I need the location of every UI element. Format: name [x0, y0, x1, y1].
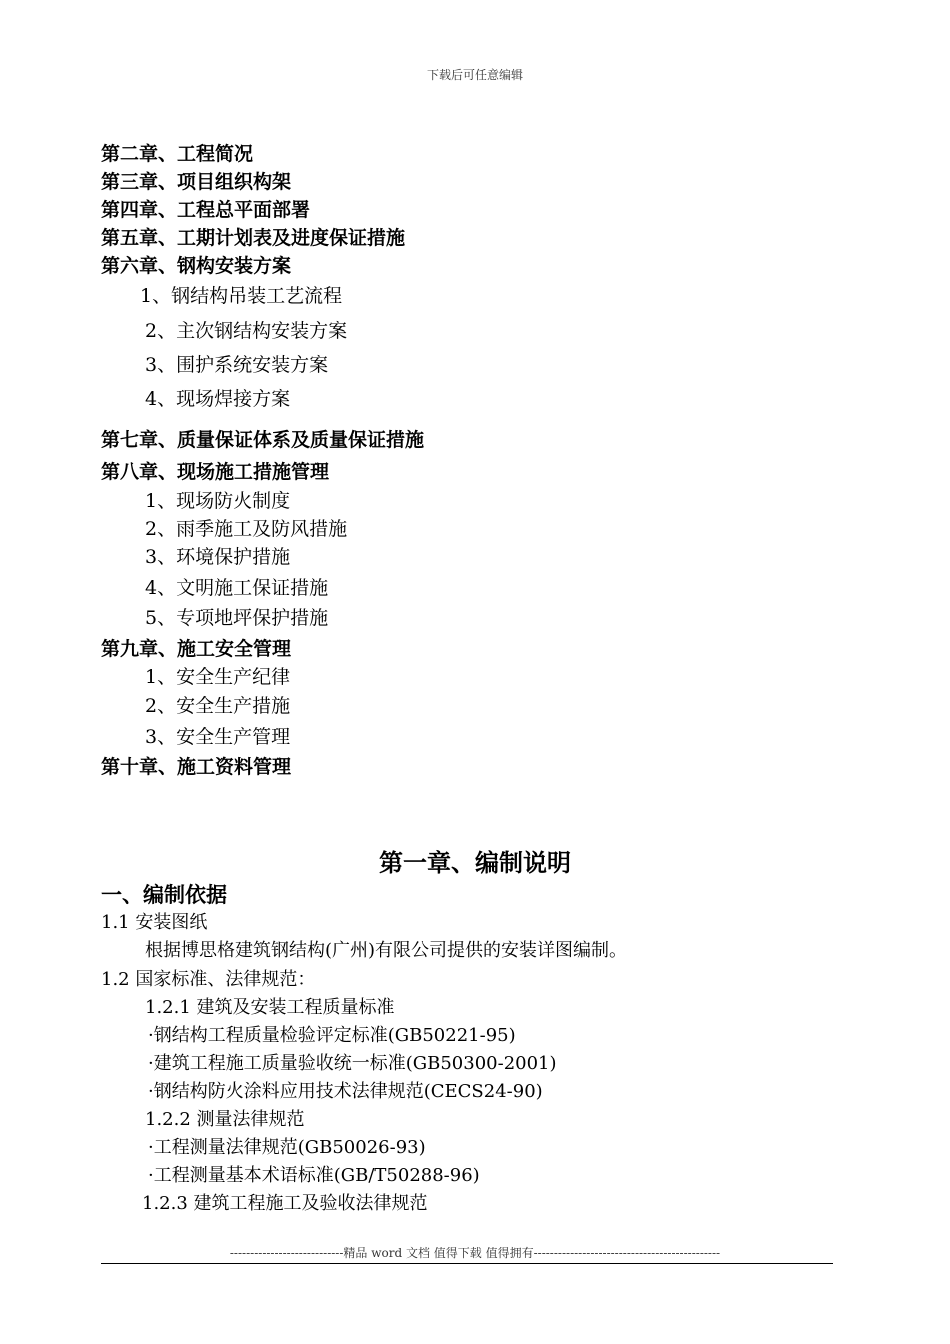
toc-chapter-10: 第十章、施工资料管理: [101, 756, 292, 778]
toc-ch9-item: 1、安全生产纪律: [145, 666, 291, 688]
subsection-heading: 1.2 国家标准、法律规范：: [101, 969, 316, 990]
toc-chapter-3: 第三章、项目组织构架: [101, 171, 292, 193]
page-footer: ----------------------------精品 word 文档 值得下载 值得拥有----------------------------------------------: [229, 1246, 721, 1260]
footer-rule: [101, 1263, 833, 1264]
toc-ch9-item: 3、安全生产管理: [145, 726, 291, 748]
toc-ch9-item: 2、安全生产措施: [145, 695, 291, 717]
standard-list-item: ·工程测量法律规范(GB50026-93): [148, 1137, 426, 1158]
toc-chapter-6: 第六章、钢构安装方案: [101, 255, 292, 277]
page-header: 下载后可任意编辑: [426, 68, 523, 82]
toc-chapter-4: 第四章、工程总平面部署: [101, 199, 311, 221]
toc-ch8-item: 2、雨季施工及防风措施: [145, 518, 348, 540]
toc-chapter-9: 第九章、施工安全管理: [101, 638, 292, 660]
toc-ch8-item: 4、文明施工保证措施: [145, 577, 329, 599]
standard-list-item: ·工程测量基本术语标准(GB/T50288-96): [148, 1165, 480, 1186]
toc-ch8-item: 5、专项地坪保护措施: [145, 607, 329, 629]
toc-ch8-item: 3、环境保护措施: [145, 546, 291, 568]
toc-ch8-item: 1、现场防火制度: [145, 490, 291, 512]
toc-ch6-item: 2、主次钢结构安装方案: [145, 320, 348, 342]
toc-ch6-item: 3、围护系统安装方案: [145, 354, 329, 376]
chapter-title: 第一章、编制说明: [379, 849, 571, 877]
section-heading: 一、编制依据: [101, 883, 227, 907]
toc-chapter-8: 第八章、现场施工措施管理: [101, 461, 330, 483]
toc-ch6-item: 1、钢结构吊装工艺流程: [140, 285, 343, 307]
subsubsection-heading: 1.2.1 建筑及安装工程质量标准: [145, 997, 395, 1018]
subsubsection-heading: 1.2.2 测量法律规范: [145, 1109, 305, 1130]
subsection-heading: 1.1 安装图纸: [101, 912, 208, 933]
standard-list-item: ·钢结构工程质量检验评定标准(GB50221-95): [148, 1025, 516, 1046]
standard-list-item: ·建筑工程施工质量验收统一标准(GB50300-2001): [148, 1053, 557, 1074]
subsubsection-heading: 1.2.3 建筑工程施工及验收法律规范: [142, 1193, 428, 1214]
toc-chapter-7: 第七章、质量保证体系及质量保证措施: [101, 429, 425, 451]
paragraph: 根据博思格建筑钢结构(广州)有限公司提供的安装详图编制。: [145, 940, 628, 961]
standard-list-item: ·钢结构防火涂料应用技术法律规范(CECS24-90): [148, 1081, 543, 1102]
toc-chapter-2: 第二章、工程简况: [101, 143, 254, 165]
toc-chapter-5: 第五章、工期计划表及进度保证措施: [101, 227, 406, 249]
toc-ch6-item: 4、现场焊接方案: [145, 388, 291, 410]
